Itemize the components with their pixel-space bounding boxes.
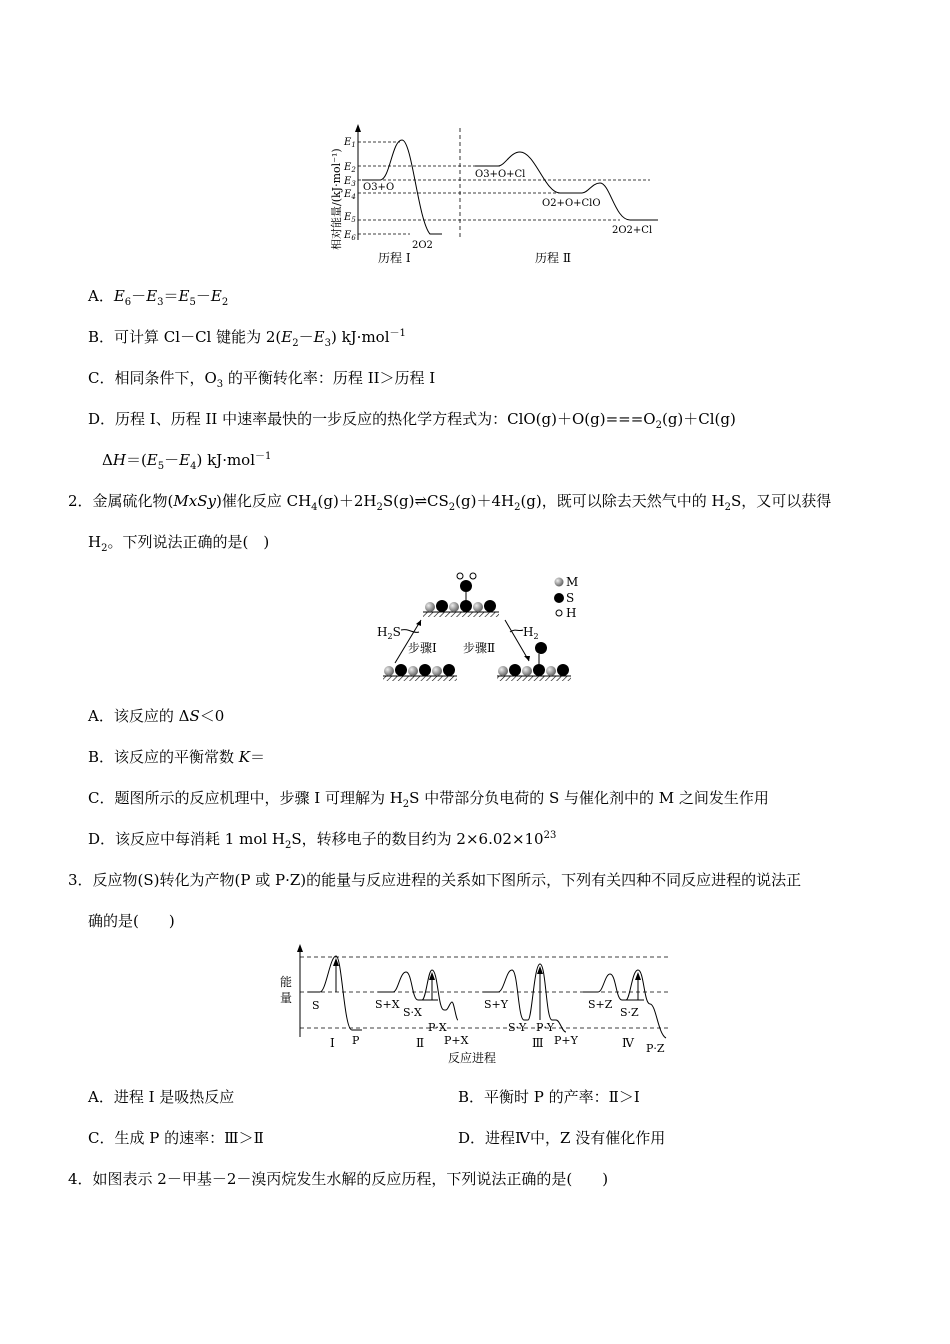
- q1-option-c: C．相同条件下，$O_3$ 的平衡转化率：历程 II＞历程 I: [88, 369, 436, 390]
- e3-label: $E_3$: [344, 176, 356, 188]
- catalyst-mechanism-figure: [375, 568, 600, 693]
- q2-stem-1: 2．金属硫化物(MxSy)催化反应 $CH_4(g)+2H_2S(g)\rightleftharpoons CS_2(g)+4H_2(g)$，既可以除去天然气中的 $H_2S$，又可以获得: [68, 492, 832, 513]
- label-2o2: 2O2: [412, 240, 433, 251]
- legend-s: S: [566, 591, 575, 605]
- reaction-progress-figure: [278, 942, 673, 1067]
- label-p-x: P+X: [444, 1034, 469, 1047]
- e5-label: $E_5$: [344, 212, 356, 224]
- energy-diagram-ozone: [320, 120, 665, 270]
- q3-option-d: D．进程Ⅳ中，Z 没有催化作用: [458, 1129, 666, 1147]
- h2-label: $H_2$: [523, 625, 539, 641]
- q1-option-b: B．可计算 Cl－Cl 键能为 $2(E_2-E_3)$ kJ·mol$^{-1}$: [88, 328, 406, 349]
- legend-h: H: [566, 606, 577, 620]
- q2-option-b: B．该反应的平衡常数 K＝: [88, 748, 266, 766]
- h2s-label: $H_2S$: [377, 625, 401, 641]
- label-o3-o-cl: O3+O+Cl: [475, 169, 526, 180]
- q2-stem-2: $H_2$。下列说法正确的是( ): [88, 533, 270, 554]
- step-2-label: 步骤Ⅱ: [463, 641, 496, 655]
- label-s-y: S+Y: [484, 998, 509, 1011]
- q3-stem-1: 3．反应物(S)转化为产物(P 或 P·Z)的能量与反应进程的关系如下图所示，下列有关四种不同反应进程的说法正: [68, 871, 802, 889]
- label-2o2-cl: 2O2+Cl: [612, 225, 653, 236]
- label-s-dot-x: S·X: [403, 1006, 422, 1019]
- label-s-z: S+Z: [588, 998, 613, 1011]
- q2-option-d: D．该反应中每消耗 1 mol $H_2S$，转移电子的数目约为 $2\times 6.02\times 10^{23}$: [88, 830, 557, 851]
- e6-label: $E_6$: [344, 230, 356, 242]
- label-p-y: P+Y: [554, 1034, 578, 1047]
- q4-stem: 4．如图表示 2－甲基－2－溴丙烷发生水解的反应历程，下列说法正确的是( ): [68, 1170, 609, 1188]
- y-axis-label-2: 量: [280, 991, 293, 1005]
- roman-1: Ⅰ: [330, 1036, 335, 1050]
- label-o2-o-clo: O2+O+ClO: [542, 198, 601, 209]
- label-p-dot-x: P·X: [428, 1021, 447, 1034]
- q1-option-a: A．$E_6-E_3=E_5-E_2$: [88, 287, 229, 308]
- label-p-dot-z: P·Z: [646, 1042, 665, 1055]
- y-axis-label: 相对能量/(kJ·mol⁻¹): [330, 148, 343, 250]
- q2-option-a: A．该反应的 ΔS＜0: [88, 707, 225, 725]
- q1-option-d-dh: $\Delta H=(E_5-E_4)$ kJ·mol$^{-1}$: [102, 451, 272, 472]
- q3-option-b: B．平衡时 P 的产率：Ⅱ＞Ⅰ: [458, 1088, 640, 1106]
- label-s-dot-y: S·Y: [508, 1021, 527, 1034]
- x-axis-label: 反应进程: [448, 1051, 497, 1065]
- roman-4: Ⅳ: [622, 1036, 634, 1050]
- path-2-label: 历程 Ⅱ: [535, 251, 571, 265]
- legend-m: M: [566, 575, 579, 589]
- y-axis-label: 能: [280, 975, 293, 989]
- q3-stem-2: 确的是( ): [88, 912, 175, 930]
- q3-option-a: A．进程 Ⅰ 是吸热反应: [88, 1088, 235, 1106]
- q2-option-c: C．题图所示的反应机理中，步骤 Ⅰ 可理解为 $H_2S$ 中带部分负电荷的 S 与催化剂中的 M 之间发生作用: [88, 789, 769, 810]
- e1-label: $E_1$: [344, 137, 356, 149]
- q1-option-d: D．历程 I、历程 II 中速率最快的一步反应的热化学方程式为：$ClO(g)+O(g)===O_2(g)+Cl(g)$: [88, 410, 736, 431]
- e2-label: $E_2$: [344, 162, 356, 174]
- roman-3: Ⅲ: [532, 1036, 544, 1050]
- path-1-label: 历程 Ⅰ: [378, 251, 411, 265]
- label-p: P: [352, 1034, 360, 1047]
- label-s-dot-z: S·Z: [620, 1006, 639, 1019]
- roman-2: Ⅱ: [416, 1036, 425, 1050]
- label-o3-o: O3+O: [363, 182, 395, 193]
- label-s: S: [312, 999, 320, 1012]
- label-s-x: S+X: [375, 998, 400, 1011]
- e4-label: $E_4$: [344, 189, 356, 201]
- label-p-dot-y: P·Y: [536, 1021, 555, 1034]
- step-1-label: 步骤Ⅰ: [408, 641, 437, 655]
- q3-option-c: C．生成 P 的速率：Ⅲ＞Ⅱ: [88, 1129, 264, 1147]
